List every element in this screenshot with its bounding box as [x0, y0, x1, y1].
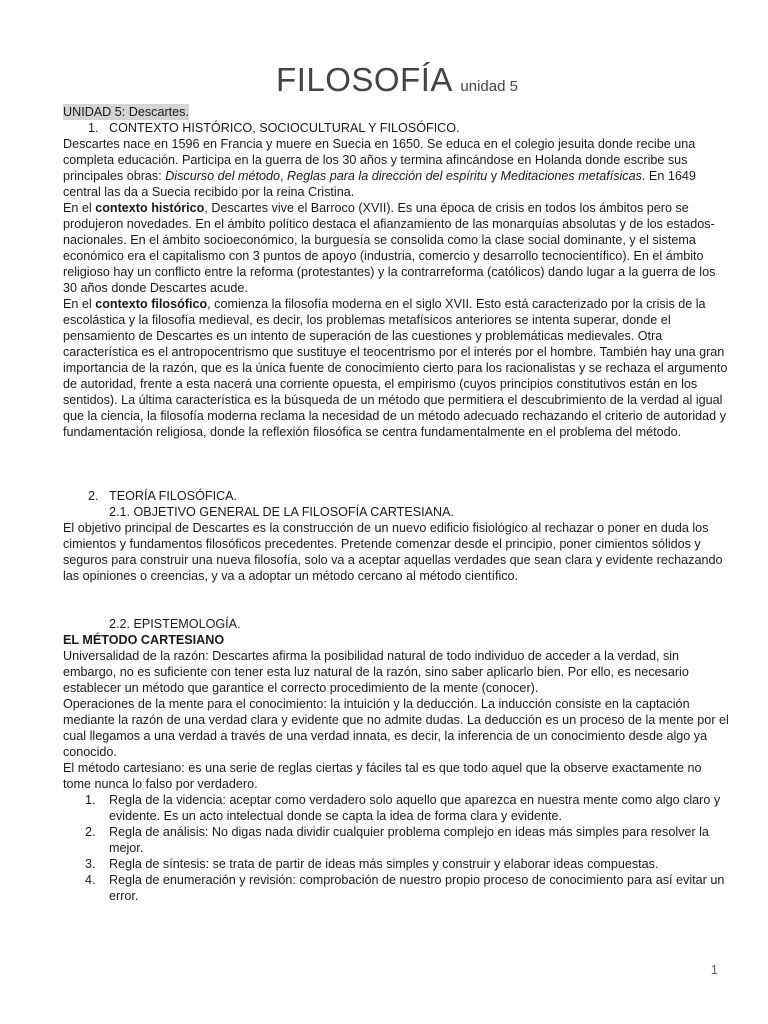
paragraph-objective: El objetivo principal de Descartes es la construcción de un nuevo edificio fisiológico al rechazar o poner en duda los cimientos y fundamentos filosóficos precedentes. Pretende comenzar desde el principio, poner cimientos sólidos y seguros para construir una nueva filosofía, solo va a aceptar aquellas verdades que sean clara y evidente rechazando las opiniones o creencias, y va a adoptar un método cercano al método científico. — [63, 521, 723, 583]
bold-term: contexto histórico — [95, 201, 205, 215]
list-item — [63, 856, 731, 872]
text-span: En el — [63, 201, 96, 215]
list-text: Regla de análisis: No digas nada dividir cualquier problema complejo en ideas más simples para resolver la mejor. — [109, 825, 709, 855]
paragraph-operations: Operaciones de la mente para el conocimiento: la intuición y la deducción. La inducción consiste en la captación mediante la razón de una verdad clara y evidente que no admite dudas. La deducción es un proceso de la mente por el cual llegamos a una verdad a través de una verdad innata, es decir, la inferencia de un conocimiento desde algo ya conocido. — [63, 697, 729, 759]
section1-number: 1. — [88, 121, 99, 135]
text-span: , Descartes vive el Barroco (XVII). Es una época de crisis en todos los ámbitos pero se produjeron novedades. En el ámbito político destaca el afianzamiento de las monarquías absolutas y de los estados-nacionales. En el ámbito socioeconómico, la burguesía se consolida como la clase social dominante, y el sistema económico era el capitalismo con 3 puntos de apoyo (industria, comercio y desarrollo tecnocientífico). En el ámbito religioso hay un conflicto entre la reforma (protestantes) y la contrarreforma (católicos) dando lugar a la guerra de los 30 años donde Descartes acude. — [63, 201, 716, 295]
subsection-2-2-heading: 2.2. EPISTEMOLOGÍA. — [109, 617, 241, 631]
text-span: En el — [63, 297, 96, 311]
list-item — [63, 824, 731, 856]
unit-heading: UNIDAD 5: Descartes. — [63, 105, 189, 119]
list-number: 4. — [85, 873, 96, 887]
list-text: Regla de enumeración y revisión: comprobación de nuestro propio proceso de conocimiento para así evitar un error. — [109, 873, 725, 903]
spacer — [63, 440, 731, 488]
document-page — [63, 58, 731, 904]
document-title — [63, 58, 731, 102]
list-number: 3. — [85, 857, 96, 871]
work-title: Meditaciones metafísicas — [500, 169, 642, 183]
text-span: y — [487, 169, 501, 183]
section1-heading — [63, 120, 731, 136]
section2-number: 2. — [88, 489, 99, 503]
list-text: Regla de síntesis: se trata de partir de ideas más simples y construir y elaborar ideas compuestas. — [109, 857, 659, 871]
list-number: 1. — [85, 793, 96, 807]
method-title — [63, 632, 731, 648]
text-span: . En 1649 central las da a Suecia recibido por la reina Cristina. — [63, 169, 696, 199]
text-span: , comienza la filosofía moderna en el siglo XVII. Esto está caracterizado por la crisis de la escolástica y la filosofía medieval, es decir, los problemas metafísicos anteriores se intenta superar, donde el pensamiento de Descartes es un intento de superación de las cuestiones y problemáticas medievales. Otra característica es el antropocentrismo que sustituye el teocentrismo por el interés por el hombre. También hay una gran importancia de la razón, que es la única fuente de conocimiento cierto para los racionalistas y se rechaza el argumento de autoridad, frente a esta nacerá una corriente opuesta, el empirismo (cuyos principios constitutivos están en los sentidos). La última característica es la búsqueda de un método que permitiera el descubrimiento de la verdad al igual que la ciencia, la filosofía moderna reclama la necesidad de un método adecuado rechazando el criterio de autoridad y fundamentación religiosa, donde la reflexión filosófica se centra fundamentalmente en el problema del método. — [63, 297, 728, 439]
section1-heading-text: CONTEXTO HISTÓRICO, SOCIOCULTURAL Y FILOSÓFICO. — [109, 121, 460, 135]
text-span: Descartes nace en 1596 en Francia y muere en Suecia en 1650. Se educa en el colegio jesuita donde recibe una completa educación. Participa en la guerra de los 30 años y termina afincándose en Holanda donde escribe sus principales obras: — [63, 137, 696, 183]
rules-list — [63, 792, 731, 904]
paragraph-universality: Universalidad de la razón: Descartes afirma la posibilidad natural de todo individuo de acceder a la verdad, sin embargo, no es suficiente con tener esta luz natural de la razón, sino saber aplicarlo bien. Por ello, es necesario establecer un método que garantice el correcto procedimiento de la mente (conocer). — [63, 649, 689, 695]
list-item — [63, 872, 731, 904]
spacer — [63, 584, 731, 616]
paragraph-method: El método cartesiano: es una serie de reglas ciertas y fáciles tal es que todo aquel que la observe exactamente no tome nunca lo falso por verdadero. — [63, 761, 702, 791]
subsection-2-1-heading: 2.1. OBJETIVO GENERAL DE LA FILOSOFÍA CARTESIANA. — [109, 505, 455, 519]
work-title: Discurso del método — [165, 169, 280, 183]
method-title-text: EL MÉTODO CARTESIANO — [63, 633, 225, 647]
list-item — [63, 792, 731, 824]
paragraph-historical-context — [63, 200, 731, 296]
paragraph-philosophical-context — [63, 296, 731, 440]
paragraph-biography — [63, 136, 731, 200]
title-main: FILOSOFÍA — [276, 61, 453, 98]
list-number: 2. — [85, 825, 96, 839]
text-span: , — [280, 169, 287, 183]
title-subtitle: unidad 5 — [460, 78, 518, 95]
list-text: Regla de la videncia: aceptar como verdadero solo aquello que aparezca en nuestra mente como algo claro y evidente. Es un acto intelectual donde se capta la idea de forma clara y evidente. — [109, 793, 721, 823]
page-number: 1 — [710, 962, 718, 977]
bold-term: contexto filosófico — [95, 297, 208, 311]
section2-heading — [63, 488, 731, 504]
section2-heading-text: TEORÍA FILOSÓFICA. — [109, 489, 238, 503]
work-title: Reglas para la dirección del espíritu — [287, 169, 488, 183]
